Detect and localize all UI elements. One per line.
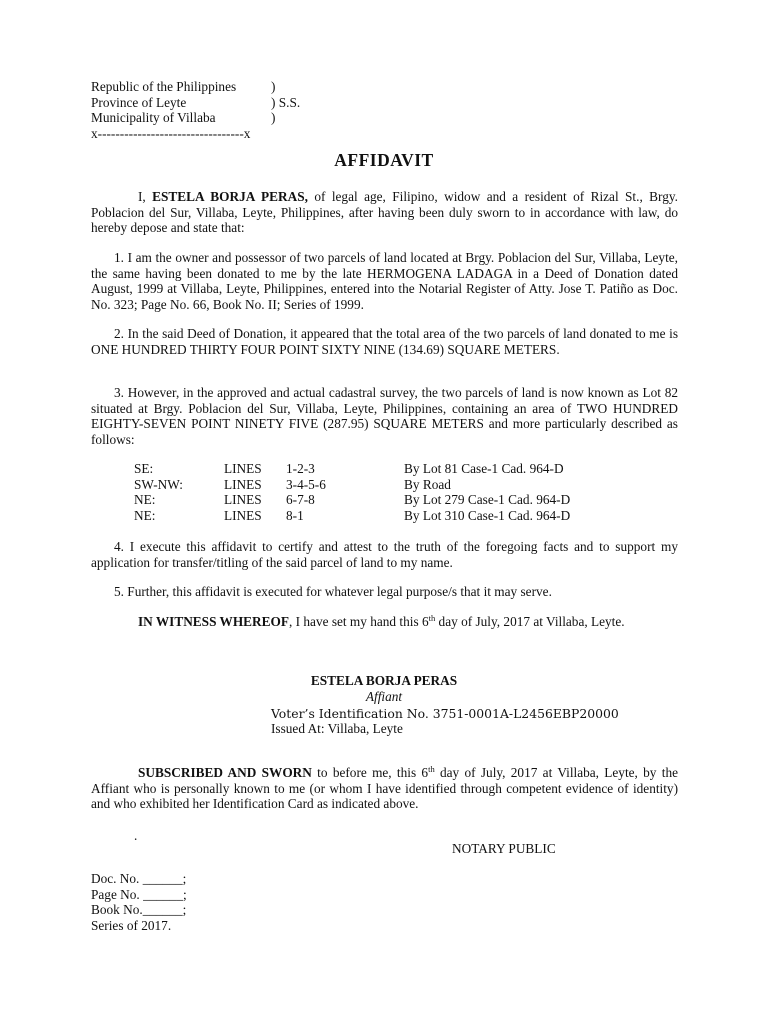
page-no: Page No. ______; [91, 886, 187, 902]
boundary-lines: 1-2-3 [286, 461, 315, 476]
issued-at: Issued At: Villaba, Leyte [271, 721, 403, 736]
boundary-type: LINES [224, 461, 262, 476]
item-5: 5. Further, this affidavit is executed for whatever legal purpose/s that it may serve. [114, 584, 552, 599]
item-4: 4. I execute this affidavit to certify and attest to the truth of the foregoing facts and to support my application for transfer/titling of the said parcel of land to my name. [91, 539, 678, 570]
item-1: 1. I am the owner and possessor of two parcels of land located at Brgy. Poblacion del Sur, Villaba, Leyte, the same having been donated to me by the late HERMOGENA LADAGA in a Deed of Donation dated August, 1999 at Villaba, Leyte, Philippines, entered into the Notarial Register of Atty. Jose T. Patiño as Doc. No. 323; Page No. 66, Book No. II; Series of 1999. [91, 250, 678, 312]
boundary-lines: 8-1 [286, 507, 304, 523]
venue-country: Republic of the Philippines [91, 79, 237, 94]
jurat-paragraph [91, 765, 678, 812]
series: Series of 2017. [91, 917, 172, 933]
signature-block [0, 673, 768, 704]
intro-paragraph [91, 189, 678, 236]
boundary-type: LINES [224, 507, 262, 523]
witness-clause [91, 614, 678, 630]
notary-public-label: NOTARY PUBLIC [452, 841, 556, 856]
witness-lead: IN WITNESS WHEREOF [138, 614, 289, 629]
venue-municipality: Municipality of Villaba [91, 110, 216, 125]
jurat-text: to before me, this 6 [311, 765, 429, 780]
jurat-lead: SUBSCRIBED AND SWORN [138, 765, 312, 780]
venue-caption [91, 79, 351, 141]
notarial-register [91, 871, 187, 933]
doc-no: Doc. No. ______; [91, 871, 187, 886]
jurat-sup: th [428, 764, 435, 774]
item-3: 3. However, in the approved and actual cadastral survey, the two parcels of land is now known as Lot 82 situated at Brgy. Poblacion del Sur, Villaba, Leyte, Philippines, containing an area of TWO HUNDRED EIGHTY-SEVEN POINT NINETY FIVE (287.95) SQUARE METERS and more particularly described as follows: [91, 385, 678, 447]
venue-province: Province of Leyte [91, 94, 187, 110]
boundary-desc: By Lot 279 Case-1 Cad. 964-D [404, 492, 571, 507]
boundary-dir: NE: [134, 492, 156, 507]
stray-dot: . [134, 828, 138, 843]
boundary-row [134, 492, 634, 508]
boundary-type: LINES [224, 492, 262, 507]
item-2: 2. In the said Deed of Donation, it appeared that the total area of the two parcels of land donated to me is ONE HUNDRED THIRTY FOUR POINT SIXTY NINE (134.69) SQUARE METERS. [91, 326, 678, 357]
intro-lead: I, [138, 189, 153, 204]
witness-sup: th [428, 613, 436, 623]
boundary-row [134, 508, 634, 524]
boundary-table [134, 461, 634, 523]
boundary-type: LINES [224, 476, 262, 492]
affiant-name: ESTELA BORJA PERAS [310, 673, 458, 688]
boundary-dir: NE: [134, 507, 156, 523]
affiant-name-inline: ESTELA BORJA PERAS, [152, 189, 308, 204]
venue-country-mark: ) [271, 79, 276, 94]
boundary-row [134, 477, 634, 493]
document-title: AFFIDAVIT [334, 150, 434, 170]
jurat-text-end: day of July, 2017 at Villaba, Leyte, by the Affiant who is personally known to me (or whom I have identified through competent evidence of identity) and who exhibited her Identification Card as indicated above. [91, 765, 678, 811]
venue-rule: x---------------------------------x [91, 125, 251, 141]
boundary-dir: SW-NW: [134, 476, 183, 492]
venue-province-mark: ) S.S. [271, 94, 301, 110]
boundary-desc: By Lot 310 Case-1 Cad. 964-D [404, 507, 571, 523]
intro-rest: of legal age, Filipino, widow and a resident of Rizal St., Brgy. Poblacion del Sur, Villaba, Leyte, Philippines, after having been duly sworn to in accordance with law, do hereby depose and state that: [91, 189, 678, 235]
boundary-desc: By Lot 81 Case-1 Cad. 964-D [404, 461, 564, 476]
voter-id: Voter’s Identification No. 3751-0001A-L2456EBP20000 [271, 706, 619, 721]
boundary-lines: 6-7-8 [286, 492, 315, 507]
boundary-lines: 3-4-5-6 [286, 476, 326, 492]
boundary-desc: By Road [404, 476, 451, 492]
boundary-dir: SE: [134, 461, 154, 476]
book-no: Book No.______; [91, 902, 187, 917]
boundary-row [134, 461, 634, 477]
affiant-role: Affiant [365, 688, 403, 704]
witness-text: , I have set my hand this 6 [289, 614, 429, 629]
witness-text-end: day of July, 2017 at Villaba, Leyte. [435, 614, 625, 629]
venue-municipality-mark: ) [271, 110, 276, 125]
